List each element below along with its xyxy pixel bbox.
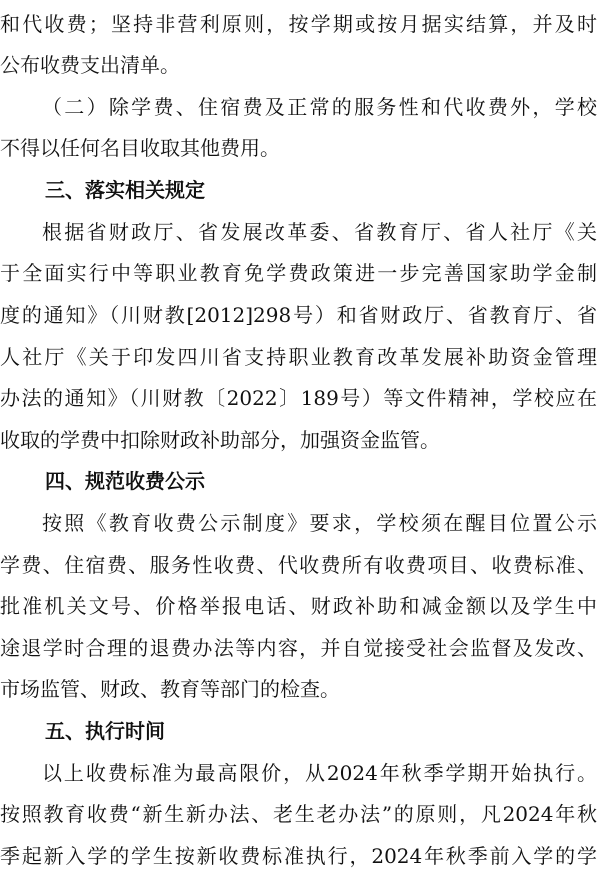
paragraph-line: 学费、住宿费、服务性收费、代收费所有收费项目、收费标准、 (0, 553, 597, 577)
paragraph-line: 季起新入学的学生按新收费标准执行，2024年秋季前入学的学 (0, 844, 597, 868)
paragraph-line: 人社厅《关于印发四川省支持职业教育改革发展补助资金管理 (0, 345, 597, 369)
paragraph-line: 于全面实行中等职业教育免学费政策进一步完善国家助学金制 (0, 261, 597, 285)
paragraph-line: （二）除学费、住宿费及正常的服务性和代收费外，学校 (42, 95, 597, 119)
section-heading: 四、规范收费公示 (45, 469, 205, 493)
paragraph-line: 和代收费；坚持非营利原则，按学期或按月据实结算，并及时 (0, 12, 597, 36)
paragraph-line: 公布收费支出清单。 (0, 53, 180, 77)
paragraph-line: 度的通知》（川财教[2012]298号）和省财政厅、省教育厅、省 (0, 303, 597, 327)
paragraph-line: 市场监管、财政、教育等部门的检查。 (0, 677, 340, 701)
paragraph-line: 途退学时合理的退费办法等内容，并自觉接受社会监督及发改、 (0, 636, 597, 660)
paragraph-line: 收取的学费中扣除财政补助部分，加强资金监管。 (0, 428, 440, 452)
paragraph-line: 按照教育收费“新生新办法、老生老办法”的原则，凡2024年秋 (0, 802, 597, 826)
paragraph-line: 按照《教育收费公示制度》要求，学校须在醒目位置公示 (42, 511, 597, 535)
paragraph-line: 办法的通知》（川财教〔2022〕189号）等文件精神，学校应在 (0, 386, 597, 410)
section-heading: 三、落实相关规定 (45, 178, 205, 202)
paragraph-line: 根据省财政厅、省发展改革委、省教育厅、省人社厅《关 (42, 220, 597, 244)
paragraph-line: 批准机关文号、价格举报电话、财政补助和减金额以及学生中 (0, 594, 597, 618)
section-heading: 五、执行时间 (45, 719, 165, 743)
paragraph-line: 以上收费标准为最高限价，从2024年秋季学期开始执行。 (42, 761, 597, 785)
paragraph-line: 不得以任何名目收取其他费用。 (0, 136, 280, 160)
